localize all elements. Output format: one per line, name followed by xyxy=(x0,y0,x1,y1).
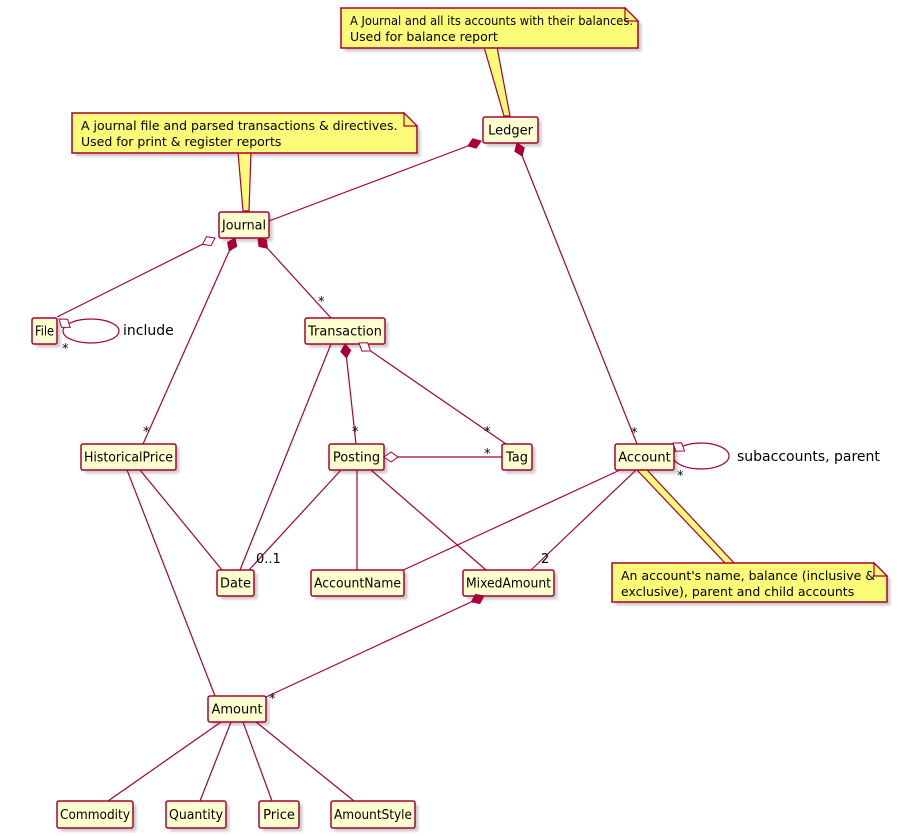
multiplicity-MixedAmount-Amount: * xyxy=(269,692,276,707)
loop-multiplicity-File: * xyxy=(62,342,69,357)
class-label-AccountName: AccountName xyxy=(314,576,401,592)
diamond-filled-Ledger-Journal xyxy=(468,139,481,148)
class-label-Posting: Posting xyxy=(332,450,381,466)
note-account-fold-icon xyxy=(874,563,887,576)
note-account-text-line: exclusive), parent and child accounts xyxy=(621,584,855,599)
note-journal-fold-icon xyxy=(404,113,417,126)
edge-HistoricalPrice-Date xyxy=(140,470,222,570)
class-label-MixedAmount: MixedAmount xyxy=(466,576,551,592)
edge-Account-AccountName xyxy=(399,470,620,572)
class-label-Ledger: Ledger xyxy=(488,123,533,139)
edge-HistoricalPrice-Amount xyxy=(127,470,215,696)
diamonds-layer xyxy=(59,139,685,604)
multiplicity-Journal-Transaction: * xyxy=(318,295,325,310)
diamond-hollow-Journal-File xyxy=(203,237,216,246)
class-label-AmountStyle: AmountStyle xyxy=(334,808,412,823)
multiplicity-Journal-HistoricalPrice: * xyxy=(143,425,150,440)
multiplicity-Posting-Date: 0..1 xyxy=(256,552,281,567)
edge-Ledger-Account xyxy=(517,143,637,444)
edge-Journal-HistoricalPrice xyxy=(143,238,235,444)
edge-Journal-File xyxy=(57,238,215,317)
class-boxes-layer xyxy=(32,8,887,828)
class-label-Commodity: Commodity xyxy=(60,808,131,823)
multiplicity-Account-MixedAmount: 2 xyxy=(541,552,550,567)
class-label-Account: Account xyxy=(618,450,671,466)
class-label-Transaction: Transaction xyxy=(307,324,382,340)
edge-Amount-AmountStyle xyxy=(256,722,354,801)
diamond-filled-Journal-Transaction xyxy=(258,238,267,248)
note-journal-text-line: A journal file and parsed transactions & directives. xyxy=(81,118,398,133)
note-ledger-text-line: A Journal and all its accounts with their balances. xyxy=(350,13,633,28)
multiplicity-Posting-Tag: * xyxy=(484,447,491,462)
loop-multiplicity-Account: * xyxy=(677,469,684,484)
note-account-text-line: An account's name, balance (inclusive & xyxy=(621,568,876,583)
note-journal-text-line: Used for print & register reports xyxy=(81,134,282,149)
multiplicity-Ledger-Account: * xyxy=(631,426,638,441)
self-loop-File xyxy=(63,319,119,343)
class-label-File: File xyxy=(35,324,54,340)
class-label-Tag: Tag xyxy=(505,450,529,466)
loop-label-Account: subaccounts, parent xyxy=(737,449,880,465)
class-label-Price: Price xyxy=(263,808,295,823)
edge-Posting-MixedAmount xyxy=(371,470,486,570)
multiplicity-Transaction-Posting: * xyxy=(352,425,359,440)
loop-label-File: include xyxy=(123,323,174,339)
diamond-hollow-self-File xyxy=(59,319,70,327)
note-journal-tail xyxy=(238,152,251,211)
multiplicity-Transaction-Tag: * xyxy=(484,425,491,440)
class-label-HistoricalPrice: HistoricalPrice xyxy=(84,450,173,466)
class-label-Date: Date xyxy=(220,576,251,592)
edge-Amount-Price xyxy=(243,722,272,801)
note-ledger-text-line: Used for balance report xyxy=(350,29,498,44)
note-ledger-tail xyxy=(484,47,510,116)
edge-MixedAmount-Amount xyxy=(266,596,484,697)
class-label-Journal: Journal xyxy=(221,218,266,234)
edge-Transaction-Date xyxy=(240,344,331,570)
note-account-tail xyxy=(637,470,735,564)
class-label-Amount: Amount xyxy=(211,702,263,718)
labels-layer xyxy=(62,295,880,707)
class-label-Quantity: Quantity xyxy=(169,808,224,823)
